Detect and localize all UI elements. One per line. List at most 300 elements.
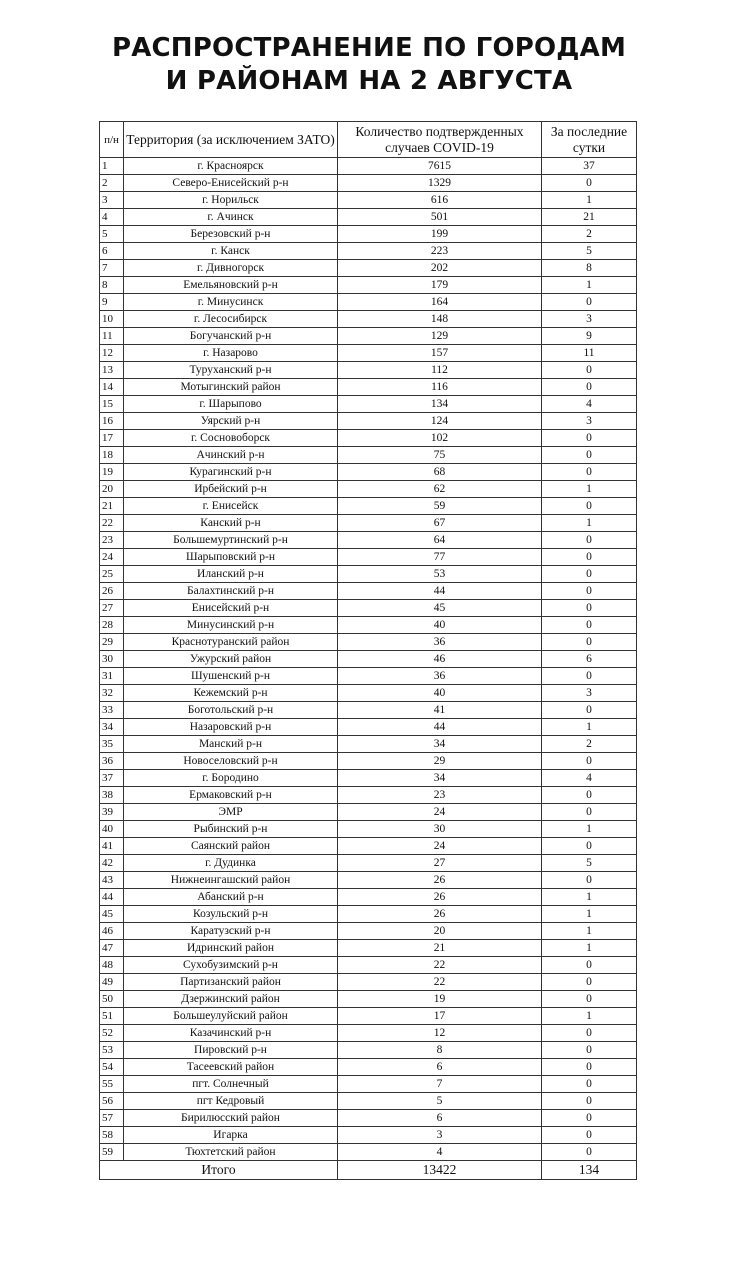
table-row xyxy=(100,617,637,634)
last-day-cell: 0 xyxy=(542,294,637,311)
table-row xyxy=(100,719,637,736)
row-number: 34 xyxy=(100,719,124,736)
row-number: 17 xyxy=(100,430,124,447)
territory-cell: Каратузский р-н xyxy=(124,923,338,940)
territory-cell: Краснотуранский район xyxy=(124,634,338,651)
territory-cell: Нижнеингашский район xyxy=(124,872,338,889)
last-day-cell: 0 xyxy=(542,668,637,685)
row-number: 50 xyxy=(100,991,124,1008)
table-row xyxy=(100,940,637,957)
row-number: 42 xyxy=(100,855,124,872)
confirmed-cell: 21 xyxy=(338,940,542,957)
territory-cell: Ирбейский р-н xyxy=(124,481,338,498)
last-day-cell: 3 xyxy=(542,311,637,328)
table-row xyxy=(100,481,637,498)
confirmed-cell: 1329 xyxy=(338,175,542,192)
territory-cell: г. Ачинск xyxy=(124,209,338,226)
row-number: 56 xyxy=(100,1093,124,1110)
table-row xyxy=(100,974,637,991)
last-day-cell: 6 xyxy=(542,651,637,668)
row-number: 2 xyxy=(100,175,124,192)
territory-cell: г. Енисейск xyxy=(124,498,338,515)
territory-cell: г. Сосновоборск xyxy=(124,430,338,447)
table-row xyxy=(100,260,637,277)
territory-cell: г. Шарыпово xyxy=(124,396,338,413)
table-row xyxy=(100,685,637,702)
row-number: 41 xyxy=(100,838,124,855)
confirmed-cell: 23 xyxy=(338,787,542,804)
last-day-cell: 0 xyxy=(542,583,637,600)
table-row xyxy=(100,872,637,889)
last-day-cell: 0 xyxy=(542,1042,637,1059)
row-number: 44 xyxy=(100,889,124,906)
confirmed-cell: 68 xyxy=(338,464,542,481)
last-day-cell: 0 xyxy=(542,991,637,1008)
confirmed-cell: 22 xyxy=(338,957,542,974)
confirmed-cell: 22 xyxy=(338,974,542,991)
last-day-cell: 0 xyxy=(542,838,637,855)
row-number: 43 xyxy=(100,872,124,889)
last-day-cell: 0 xyxy=(542,1127,637,1144)
row-number: 35 xyxy=(100,736,124,753)
table-row xyxy=(100,413,637,430)
last-day-cell: 0 xyxy=(542,1025,637,1042)
confirmed-cell: 8 xyxy=(338,1042,542,1059)
territory-cell: Боготольский р-н xyxy=(124,702,338,719)
row-number: 3 xyxy=(100,192,124,209)
row-number: 22 xyxy=(100,515,124,532)
table-row xyxy=(100,549,637,566)
territory-cell: Абанский р-н xyxy=(124,889,338,906)
row-number: 4 xyxy=(100,209,124,226)
territory-cell: Назаровский р-н xyxy=(124,719,338,736)
row-number: 59 xyxy=(100,1144,124,1161)
last-day-cell: 1 xyxy=(542,1008,637,1025)
last-day-cell: 0 xyxy=(542,1076,637,1093)
row-number: 39 xyxy=(100,804,124,821)
table-row xyxy=(100,396,637,413)
territory-cell: Тасеевский район xyxy=(124,1059,338,1076)
row-number: 48 xyxy=(100,957,124,974)
last-day-cell: 0 xyxy=(542,957,637,974)
territory-cell: Мотыгинский район xyxy=(124,379,338,396)
last-day-cell: 0 xyxy=(542,1110,637,1127)
row-number: 12 xyxy=(100,345,124,362)
confirmed-cell: 45 xyxy=(338,600,542,617)
row-number: 15 xyxy=(100,396,124,413)
row-number: 7 xyxy=(100,260,124,277)
territory-cell: Ермаковский р-н xyxy=(124,787,338,804)
territory-cell: Енисейский р-н xyxy=(124,600,338,617)
confirmed-cell: 34 xyxy=(338,736,542,753)
territory-cell: Северо-Енисейский р-н xyxy=(124,175,338,192)
confirmed-cell: 102 xyxy=(338,430,542,447)
confirmed-cell: 4 xyxy=(338,1144,542,1161)
table-row xyxy=(100,362,637,379)
territory-cell: Кежемский р-н xyxy=(124,685,338,702)
table-row xyxy=(100,906,637,923)
last-day-cell: 1 xyxy=(542,821,637,838)
table-row xyxy=(100,583,637,600)
confirmed-cell: 46 xyxy=(338,651,542,668)
row-number: 30 xyxy=(100,651,124,668)
title-line-1: РАСПРОСТРАНЕНИЕ ПО ГОРОДАМ xyxy=(111,33,627,63)
confirmed-cell: 26 xyxy=(338,872,542,889)
last-day-cell: 1 xyxy=(542,906,637,923)
row-number: 45 xyxy=(100,906,124,923)
header-last-day: За последние сутки xyxy=(542,122,637,158)
last-day-cell: 21 xyxy=(542,209,637,226)
confirmed-cell: 44 xyxy=(338,719,542,736)
territory-cell: Минусинский р-н xyxy=(124,617,338,634)
confirmed-cell: 6 xyxy=(338,1110,542,1127)
table-row xyxy=(100,634,637,651)
row-number: 53 xyxy=(100,1042,124,1059)
territory-cell: Сухобузимский р-н xyxy=(124,957,338,974)
last-day-cell: 0 xyxy=(542,447,637,464)
territory-cell: Большеулуйский район xyxy=(124,1008,338,1025)
table-row xyxy=(100,1144,637,1161)
territory-cell: Березовский р-н xyxy=(124,226,338,243)
page-title xyxy=(0,32,738,98)
last-day-cell: 5 xyxy=(542,243,637,260)
table-row xyxy=(100,1127,637,1144)
confirmed-cell: 223 xyxy=(338,243,542,260)
confirmed-cell: 53 xyxy=(338,566,542,583)
row-number: 36 xyxy=(100,753,124,770)
last-day-cell: 1 xyxy=(542,719,637,736)
last-day-cell: 4 xyxy=(542,396,637,413)
last-day-cell: 0 xyxy=(542,1093,637,1110)
table-header-row xyxy=(100,122,637,158)
last-day-cell: 0 xyxy=(542,362,637,379)
confirmed-cell: 501 xyxy=(338,209,542,226)
confirmed-cell: 34 xyxy=(338,770,542,787)
confirmed-cell: 30 xyxy=(338,821,542,838)
last-day-cell: 0 xyxy=(542,753,637,770)
row-number: 49 xyxy=(100,974,124,991)
title-line-2: И РАЙОНАМ НА 2 АВГУСТА xyxy=(165,66,573,96)
last-day-cell: 0 xyxy=(542,1059,637,1076)
table-row xyxy=(100,566,637,583)
row-number: 16 xyxy=(100,413,124,430)
table-row xyxy=(100,804,637,821)
last-day-cell: 1 xyxy=(542,923,637,940)
confirmed-cell: 3 xyxy=(338,1127,542,1144)
territory-cell: г. Минусинск xyxy=(124,294,338,311)
row-number: 18 xyxy=(100,447,124,464)
territory-cell: пгт. Солнечный xyxy=(124,1076,338,1093)
table-row xyxy=(100,855,637,872)
confirmed-cell: 59 xyxy=(338,498,542,515)
table-row xyxy=(100,464,637,481)
confirmed-cell: 17 xyxy=(338,1008,542,1025)
territory-cell: Козульский р-н xyxy=(124,906,338,923)
confirmed-cell: 157 xyxy=(338,345,542,362)
row-number: 14 xyxy=(100,379,124,396)
territory-cell: г. Бородино xyxy=(124,770,338,787)
row-number: 5 xyxy=(100,226,124,243)
row-number: 57 xyxy=(100,1110,124,1127)
territory-cell: Балахтинский р-н xyxy=(124,583,338,600)
table-row xyxy=(100,379,637,396)
row-number: 31 xyxy=(100,668,124,685)
total-row xyxy=(100,1161,637,1180)
last-day-cell: 0 xyxy=(542,702,637,719)
row-number: 24 xyxy=(100,549,124,566)
row-number: 28 xyxy=(100,617,124,634)
last-day-cell: 5 xyxy=(542,855,637,872)
territory-cell: Ужурский район xyxy=(124,651,338,668)
territory-cell: г. Красноярск xyxy=(124,158,338,175)
territory-cell: Пировский р-н xyxy=(124,1042,338,1059)
territory-cell: г. Норильск xyxy=(124,192,338,209)
table-row xyxy=(100,1025,637,1042)
territory-cell: Саянский район xyxy=(124,838,338,855)
last-day-cell: 1 xyxy=(542,515,637,532)
last-day-cell: 1 xyxy=(542,277,637,294)
last-day-cell: 0 xyxy=(542,804,637,821)
territory-cell: г. Лесосибирск xyxy=(124,311,338,328)
table-row xyxy=(100,243,637,260)
territory-cell: Новоселовский р-н xyxy=(124,753,338,770)
territory-cell: Шарыповский р-н xyxy=(124,549,338,566)
row-number: 33 xyxy=(100,702,124,719)
row-number: 29 xyxy=(100,634,124,651)
territory-cell: Рыбинский р-н xyxy=(124,821,338,838)
last-day-cell: 0 xyxy=(542,532,637,549)
last-day-cell: 1 xyxy=(542,481,637,498)
confirmed-cell: 7 xyxy=(338,1076,542,1093)
table-row xyxy=(100,651,637,668)
confirmed-cell: 134 xyxy=(338,396,542,413)
total-confirmed: 13422 xyxy=(338,1161,542,1180)
table-row xyxy=(100,770,637,787)
row-number: 47 xyxy=(100,940,124,957)
last-day-cell: 0 xyxy=(542,175,637,192)
table-row xyxy=(100,787,637,804)
territory-cell: Туруханский р-н xyxy=(124,362,338,379)
last-day-cell: 0 xyxy=(542,430,637,447)
table-row xyxy=(100,923,637,940)
table-row xyxy=(100,753,637,770)
last-day-cell: 8 xyxy=(542,260,637,277)
table-row xyxy=(100,1110,637,1127)
covid-cases-table xyxy=(99,121,637,1180)
row-number: 54 xyxy=(100,1059,124,1076)
row-number: 25 xyxy=(100,566,124,583)
confirmed-cell: 62 xyxy=(338,481,542,498)
table-row xyxy=(100,158,637,175)
row-number: 58 xyxy=(100,1127,124,1144)
header-confirmed: Количество подтвержденных случаев COVID-19 xyxy=(338,122,542,158)
confirmed-cell: 26 xyxy=(338,906,542,923)
table-row xyxy=(100,1008,637,1025)
confirmed-cell: 164 xyxy=(338,294,542,311)
territory-cell: Тюхтетский район xyxy=(124,1144,338,1161)
last-day-cell: 9 xyxy=(542,328,637,345)
confirmed-cell: 24 xyxy=(338,838,542,855)
territory-cell: Канский р-н xyxy=(124,515,338,532)
row-number: 13 xyxy=(100,362,124,379)
row-number: 6 xyxy=(100,243,124,260)
row-number: 37 xyxy=(100,770,124,787)
row-number: 27 xyxy=(100,600,124,617)
territory-cell: Шушенский р-н xyxy=(124,668,338,685)
row-number: 55 xyxy=(100,1076,124,1093)
row-number: 1 xyxy=(100,158,124,175)
territory-cell: г. Дудинка xyxy=(124,855,338,872)
table-row xyxy=(100,192,637,209)
table-row xyxy=(100,277,637,294)
confirmed-cell: 24 xyxy=(338,804,542,821)
territory-cell: Партизанский район xyxy=(124,974,338,991)
row-number: 8 xyxy=(100,277,124,294)
territory-cell: Идринский район xyxy=(124,940,338,957)
territory-cell: Дзержинский район xyxy=(124,991,338,1008)
table-row xyxy=(100,311,637,328)
table-row xyxy=(100,821,637,838)
territory-cell: г. Канск xyxy=(124,243,338,260)
territory-cell: Богучанский р-н xyxy=(124,328,338,345)
row-number: 20 xyxy=(100,481,124,498)
last-day-cell: 0 xyxy=(542,379,637,396)
row-number: 32 xyxy=(100,685,124,702)
confirmed-cell: 199 xyxy=(338,226,542,243)
confirmed-cell: 36 xyxy=(338,634,542,651)
confirmed-cell: 616 xyxy=(338,192,542,209)
row-number: 40 xyxy=(100,821,124,838)
last-day-cell: 0 xyxy=(542,617,637,634)
territory-cell: Игарка xyxy=(124,1127,338,1144)
table-body xyxy=(100,158,637,1161)
territory-cell: Ачинский р-н xyxy=(124,447,338,464)
row-number: 9 xyxy=(100,294,124,311)
row-number: 23 xyxy=(100,532,124,549)
confirmed-cell: 67 xyxy=(338,515,542,532)
last-day-cell: 3 xyxy=(542,685,637,702)
table-row xyxy=(100,1076,637,1093)
last-day-cell: 0 xyxy=(542,566,637,583)
table-row xyxy=(100,515,637,532)
confirmed-cell: 202 xyxy=(338,260,542,277)
confirmed-cell: 148 xyxy=(338,311,542,328)
last-day-cell: 1 xyxy=(542,940,637,957)
confirmed-cell: 26 xyxy=(338,889,542,906)
confirmed-cell: 41 xyxy=(338,702,542,719)
territory-cell: ЭМР xyxy=(124,804,338,821)
row-number: 46 xyxy=(100,923,124,940)
confirmed-cell: 116 xyxy=(338,379,542,396)
row-number: 21 xyxy=(100,498,124,515)
last-day-cell: 0 xyxy=(542,974,637,991)
last-day-cell: 4 xyxy=(542,770,637,787)
territory-cell: Курагинский р-н xyxy=(124,464,338,481)
territory-cell: пгт Кедровый xyxy=(124,1093,338,1110)
last-day-cell: 1 xyxy=(542,192,637,209)
confirmed-cell: 75 xyxy=(338,447,542,464)
table-row xyxy=(100,957,637,974)
territory-cell: Манский р-н xyxy=(124,736,338,753)
confirmed-cell: 44 xyxy=(338,583,542,600)
confirmed-cell: 29 xyxy=(338,753,542,770)
table-row xyxy=(100,430,637,447)
confirmed-cell: 77 xyxy=(338,549,542,566)
table-row xyxy=(100,1093,637,1110)
table-row xyxy=(100,209,637,226)
last-day-cell: 3 xyxy=(542,413,637,430)
row-number: 11 xyxy=(100,328,124,345)
last-day-cell: 37 xyxy=(542,158,637,175)
table-row xyxy=(100,498,637,515)
table-row xyxy=(100,294,637,311)
last-day-cell: 0 xyxy=(542,498,637,515)
last-day-cell: 0 xyxy=(542,600,637,617)
table-row xyxy=(100,991,637,1008)
table-row xyxy=(100,1059,637,1076)
row-number: 19 xyxy=(100,464,124,481)
territory-cell: Большемуртинский р-н xyxy=(124,532,338,549)
row-number: 51 xyxy=(100,1008,124,1025)
confirmed-cell: 64 xyxy=(338,532,542,549)
last-day-cell: 0 xyxy=(542,1144,637,1161)
confirmed-cell: 19 xyxy=(338,991,542,1008)
table-row xyxy=(100,175,637,192)
row-number: 38 xyxy=(100,787,124,804)
table-row xyxy=(100,328,637,345)
confirmed-cell: 129 xyxy=(338,328,542,345)
confirmed-cell: 12 xyxy=(338,1025,542,1042)
table-row xyxy=(100,447,637,464)
row-number: 26 xyxy=(100,583,124,600)
confirmed-cell: 5 xyxy=(338,1093,542,1110)
table-row xyxy=(100,600,637,617)
header-number: п/н xyxy=(100,122,124,158)
last-day-cell: 0 xyxy=(542,634,637,651)
territory-cell: Казачинский р-н xyxy=(124,1025,338,1042)
last-day-cell: 0 xyxy=(542,872,637,889)
confirmed-cell: 40 xyxy=(338,685,542,702)
table-row xyxy=(100,838,637,855)
confirmed-cell: 124 xyxy=(338,413,542,430)
table-row xyxy=(100,889,637,906)
table-row xyxy=(100,226,637,243)
confirmed-cell: 27 xyxy=(338,855,542,872)
table-row xyxy=(100,532,637,549)
last-day-cell: 0 xyxy=(542,464,637,481)
confirmed-cell: 7615 xyxy=(338,158,542,175)
last-day-cell: 11 xyxy=(542,345,637,362)
header-territory: Территория (за исключением ЗАТО) xyxy=(124,122,338,158)
last-day-cell: 0 xyxy=(542,787,637,804)
territory-cell: Бирилюсский район xyxy=(124,1110,338,1127)
confirmed-cell: 112 xyxy=(338,362,542,379)
confirmed-cell: 6 xyxy=(338,1059,542,1076)
last-day-cell: 2 xyxy=(542,736,637,753)
confirmed-cell: 40 xyxy=(338,617,542,634)
table-row xyxy=(100,702,637,719)
total-label: Итого xyxy=(100,1161,338,1180)
last-day-cell: 1 xyxy=(542,889,637,906)
territory-cell: Иланский р-н xyxy=(124,566,338,583)
last-day-cell: 0 xyxy=(542,549,637,566)
territory-cell: г. Дивногорск xyxy=(124,260,338,277)
territory-cell: Емельяновский р-н xyxy=(124,277,338,294)
table-row xyxy=(100,668,637,685)
table-row xyxy=(100,345,637,362)
confirmed-cell: 20 xyxy=(338,923,542,940)
total-last-day: 134 xyxy=(542,1161,637,1180)
